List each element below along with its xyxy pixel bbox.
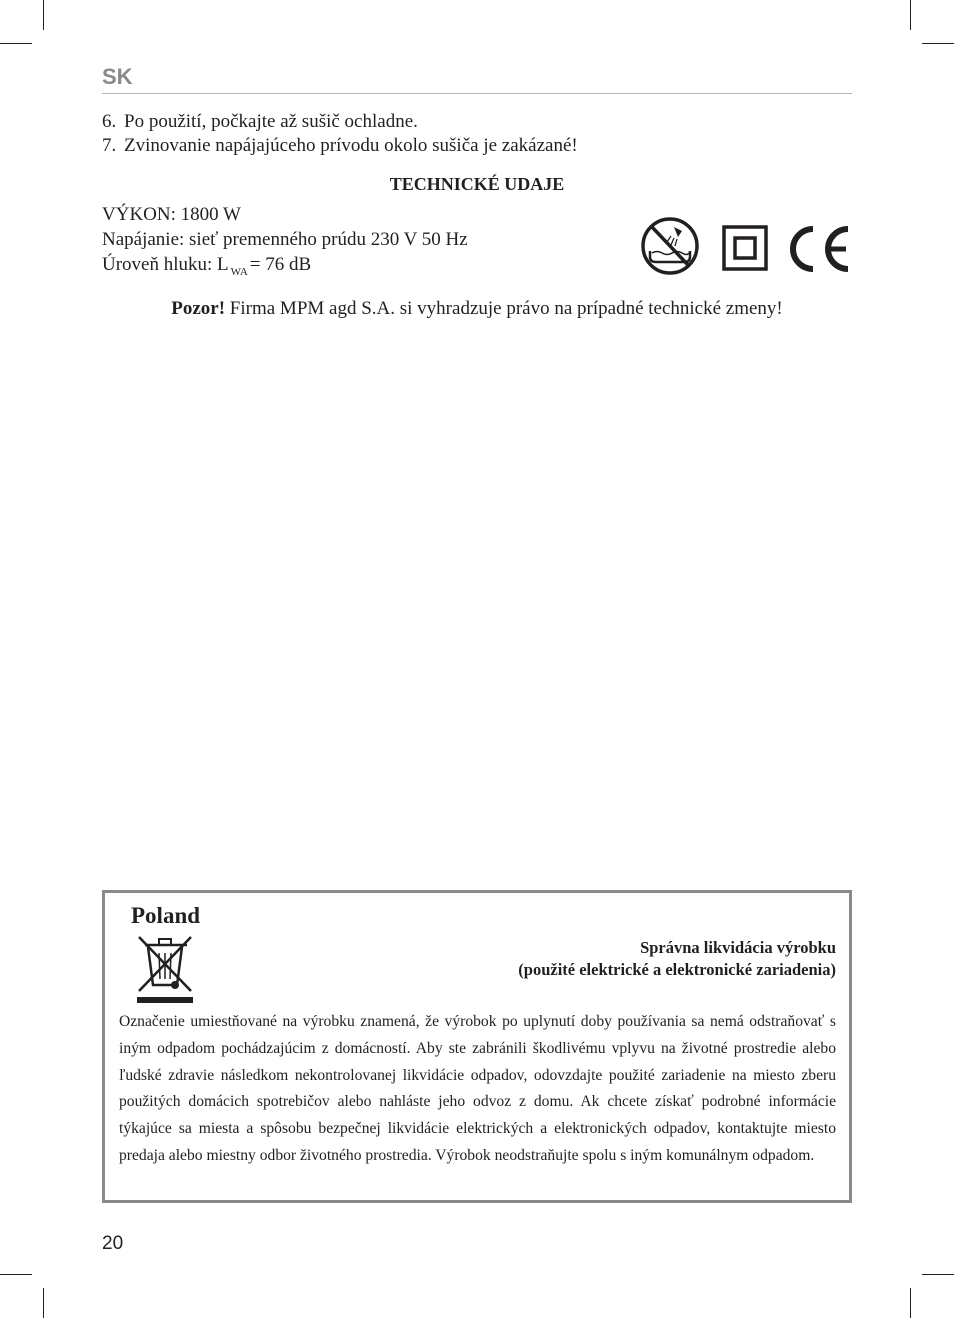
disposal-heading — [518, 937, 836, 981]
disposal-heading-line1: Správna likvidácia výrobku — [640, 938, 836, 957]
noise-subscript: WA — [230, 266, 248, 278]
safety-symbols — [640, 215, 852, 277]
list-item — [102, 134, 578, 158]
crop-mark — [910, 0, 911, 30]
noise-value: = 76 dB — [249, 254, 312, 275]
list-item-number: 7. — [102, 135, 117, 156]
crop-mark — [43, 0, 44, 30]
list-item-number: 6. — [102, 111, 117, 132]
crop-mark — [922, 1274, 954, 1275]
power-spec: VÝKON: 1800 W — [102, 204, 241, 225]
technical-specs — [102, 202, 468, 280]
list-item — [102, 110, 578, 134]
disposal-heading-line2: (použité elektrické a elektronické zariadenia) — [518, 960, 836, 979]
crop-mark — [922, 43, 954, 44]
country-label: Poland — [131, 903, 201, 928]
instruction-list — [102, 110, 578, 158]
list-item-text: Po použití, počkajte až sušič ochladne. — [124, 111, 418, 132]
crop-mark — [0, 1274, 32, 1275]
crop-mark — [0, 43, 32, 44]
page-number: 20 — [102, 1233, 124, 1254]
technical-data-title: TECHNICKÉ UDAJE — [389, 174, 565, 194]
list-item-text: Zvinovanie napájajúceho prívodu okolo sušiča je zakázané! — [124, 135, 578, 156]
disposal-box — [102, 890, 852, 1203]
notice — [102, 298, 852, 320]
notice-text: Firma MPM agd S.A. si vyhradzuje právo na prípadné technické zmeny! — [225, 298, 783, 319]
weee-bin-icon — [135, 933, 195, 1005]
crop-mark — [43, 1288, 44, 1318]
language-code: SK — [102, 64, 133, 89]
crop-mark — [910, 1288, 911, 1318]
notice-bold: Pozor! — [171, 298, 226, 319]
noise-label: Úroveň hluku: L — [102, 254, 229, 275]
disposal-body: Označenie umiestňované na výrobku znamená, že výrobok po uplynutí doby používania sa nemá odstraňovať s iným odpadom pochádzajúcim z domácností. Aby ste zabránili škodlivému vplyvu na životné prostredie alebo ľudské zdravie následkom nekontrolovanej likvidácie odpadov, odovzdajte použité zariadenie na miesto zberu použitých domácich spotrebičov alebo nahláste jeho odvoz z domu. Ak chcete získať podrobné informácie týkajúce sa miesta a spôsobu bezpečnej likvidácie elektrických a elektronických odpadov, kontaktujte miesto predaja alebo miestny odbor životného prostredia. Výrobok neodstraňujte spolu s iným komunálnym odpadom. — [119, 1013, 836, 1164]
noise-spec — [102, 252, 468, 280]
supply-spec: Napájanie: sieť premenného prúdu 230 V 50 Hz — [102, 229, 468, 250]
double-insulation-class-ii-icon — [722, 225, 768, 271]
header-rule — [102, 93, 852, 94]
no-bath-water-icon — [640, 215, 700, 275]
ce-mark-icon — [786, 225, 852, 273]
